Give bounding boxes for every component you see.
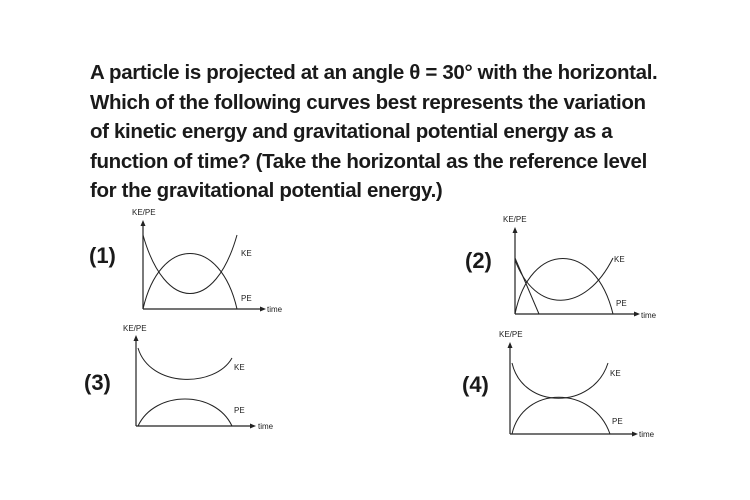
option-1-graph[interactable] <box>120 205 295 320</box>
question-line: for the gravitational potential energy.) <box>90 179 443 202</box>
question-line: Which of the following curves best represents the variation <box>90 90 646 114</box>
x-axis-label: time <box>258 422 274 431</box>
x-axis-arrow <box>634 312 640 317</box>
pe-curve <box>515 259 613 315</box>
x-axis-arrow <box>260 307 266 312</box>
y-axis-label: KE/PE <box>132 208 156 217</box>
y-axis-label: KE/PE <box>123 324 147 333</box>
option-2-label[interactable]: (2) <box>465 248 492 273</box>
pe-label: PE <box>234 406 245 415</box>
pe-curve <box>143 254 237 310</box>
question-line: function of time? (Take the horizontal as the reference level <box>90 149 647 173</box>
y-axis-arrow <box>141 220 146 226</box>
y-axis-arrow <box>134 335 139 341</box>
x-axis-label: time <box>267 305 283 314</box>
ke-curve <box>138 348 232 379</box>
option-4-graph[interactable] <box>493 325 673 445</box>
pe-label: PE <box>616 299 627 308</box>
y-axis-label: KE/PE <box>503 215 527 224</box>
x-axis-arrow <box>250 424 256 429</box>
y-axis-arrow <box>513 227 518 233</box>
ke-label: KE <box>241 249 252 258</box>
question-text <box>90 58 665 206</box>
question-line: of kinetic energy and gravitational potential energy as a <box>90 120 613 143</box>
ke-curve-left <box>515 258 539 314</box>
option-2-graph[interactable] <box>495 210 675 325</box>
x-axis-label: time <box>641 311 657 320</box>
ke-label: KE <box>610 369 621 378</box>
y-axis-arrow <box>508 342 513 348</box>
ke-curve <box>512 363 608 398</box>
ke-curve <box>143 235 237 294</box>
pe-label: PE <box>612 417 623 426</box>
option-3-graph[interactable] <box>115 320 285 435</box>
x-axis-arrow <box>632 432 638 437</box>
pe-curve <box>138 399 232 426</box>
question-line: A particle is projected at an angle θ = 30° with the horizontal. <box>90 61 658 84</box>
ke-label: KE <box>234 363 245 372</box>
option-3-label[interactable]: (3) <box>84 370 111 395</box>
option-4-label[interactable]: (4) <box>462 372 489 397</box>
ke-label: KE <box>614 255 625 264</box>
option-1-label[interactable]: (1) <box>89 243 116 268</box>
y-axis-label: KE/PE <box>499 330 523 339</box>
x-axis-label: time <box>639 430 655 439</box>
pe-label: PE <box>241 294 252 303</box>
pe-curve <box>512 397 610 434</box>
